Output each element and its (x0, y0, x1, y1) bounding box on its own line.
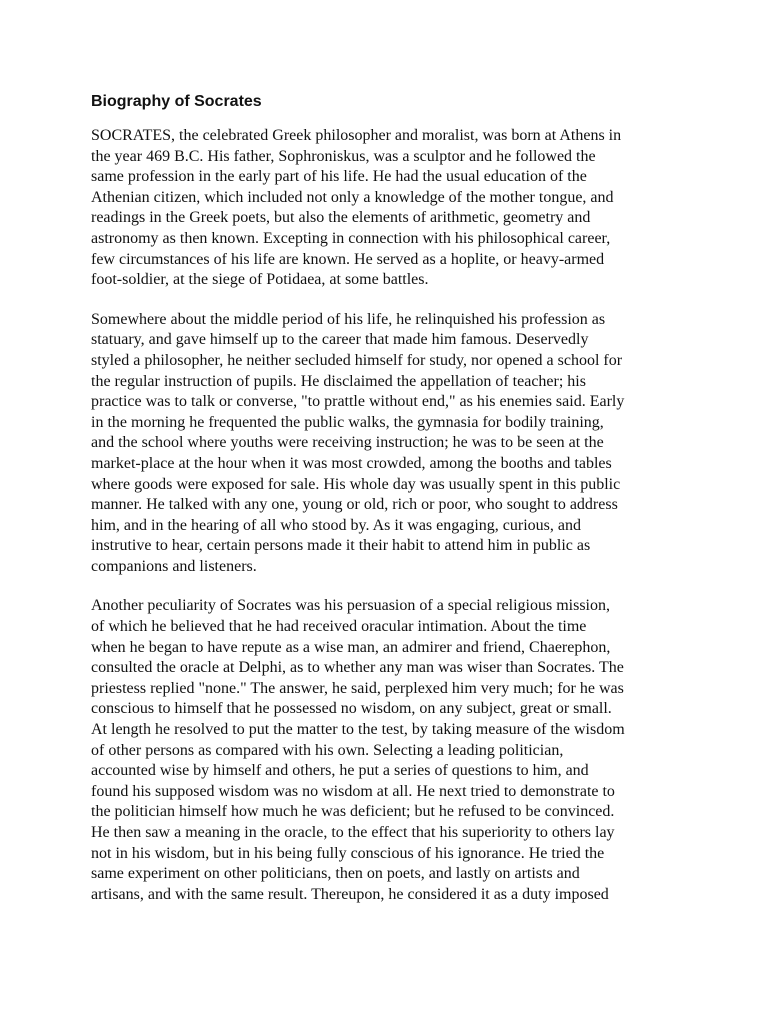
text-line: of which he believed that he had received oracular intimation. About the time (91, 618, 587, 636)
text-line: the politician himself how much he was deficient; but he refused to be convinced. (91, 803, 615, 821)
text-line: manner. He talked with any one, young or old, rich or poor, who sought to address (91, 496, 618, 514)
document-page (91, 92, 691, 924)
text-line: and the school where youths were receiving instruction; he was to be seen at the (91, 434, 604, 452)
paragraph-3 (91, 596, 691, 905)
text-line: Athenian citizen, which included not only a knowledge of the mother tongue, and (91, 188, 614, 206)
text-line: conscious to himself that he possessed no wisdom, on any subject, great or small. (91, 700, 612, 718)
text-line: He then saw a meaning in the oracle, to the effect that his superiority to others lay (91, 824, 615, 841)
text-line: companions and listeners. (91, 557, 257, 575)
text-line: SOCRATES, the celebrated Greek philosopher and moralist, was born at Athens in (91, 127, 622, 144)
text-line: Somewhere about the middle period of his life, he relinquished his profession as (91, 310, 606, 328)
text-line: instrutive to hear, certain persons made it their habit to attend him in public as (91, 537, 591, 555)
text-line: of other persons as compared with his own. Selecting a leading politician, (91, 741, 564, 759)
paragraph-2 (91, 310, 691, 578)
text-line: same experiment on other politicians, then on poets, and lastly on artists and (91, 865, 580, 883)
text-line: same profession in the early part of his life. He had the usual education of the (91, 168, 587, 186)
document-body (91, 126, 691, 905)
text-line: accounted wise by himself and others, he put a series of questions to him, and (91, 762, 589, 780)
text-line: practice was to talk or converse, "to prattle without end," as his enemies said. Early (91, 393, 625, 411)
text-line: not in his wisdom, but in his being fully conscious of his ignorance. He tried the (91, 844, 605, 862)
text-line: statuary, and gave himself up to the career that made him famous. Deservedly (91, 331, 589, 349)
text-line: found his supposed wisdom was no wisdom at all. He next tried to demonstrate to (91, 782, 615, 800)
document-title: Biography of Socrates (91, 93, 262, 110)
text-line: astronomy as then known. Excepting in connection with his philosophical career, (91, 229, 611, 247)
text-line: artisans, and with the same result. Thereupon, he considered it as a duty imposed (91, 885, 609, 903)
text-line: consulted the oracle at Delphi, as to whether any man was wiser than Socrates. The (91, 659, 624, 677)
text-line: the year 469 B.C. His father, Sophroniskus, was a sculptor and he followed the (91, 147, 596, 165)
text-line: readings in the Greek poets, but also the elements of arithmetic, geometry and (91, 209, 591, 227)
text-line: Another peculiarity of Socrates was his persuasion of a special religious mission, (91, 597, 610, 615)
text-line: where goods were exposed for sale. His whole day was usually spent in this public (91, 475, 621, 493)
text-line: market-place at the hour when it was most crowded, among the booths and tables (91, 454, 612, 472)
text-line: him, and in the hearing of all who stood by. As it was engaging, curious, and (91, 516, 581, 534)
text-line: styled a philosopher, he neither secluded himself for study, nor opened a school for (91, 351, 623, 369)
text-line: in the morning he frequented the public walks, the gymnasia for bodily training, (91, 413, 604, 431)
text-line: the regular instruction of pupils. He disclaimed the appellation of teacher; his (91, 372, 586, 390)
text-line: priestess replied "none." The answer, he said, perplexed him very much; for he was (91, 679, 624, 697)
text-line: few circumstances of his life are known. He served as a hoplite, or heavy-armed (91, 250, 605, 268)
text-line: At length he resolved to put the matter to the test, by taking measure of the wisdom (91, 721, 625, 739)
paragraph-1 (91, 126, 691, 291)
text-line: foot-soldier, at the siege of Potidaea, at some battles. (91, 271, 429, 289)
text-line: when he began to have repute as a wise man, an admirer and friend, Chaerephon, (91, 638, 611, 656)
